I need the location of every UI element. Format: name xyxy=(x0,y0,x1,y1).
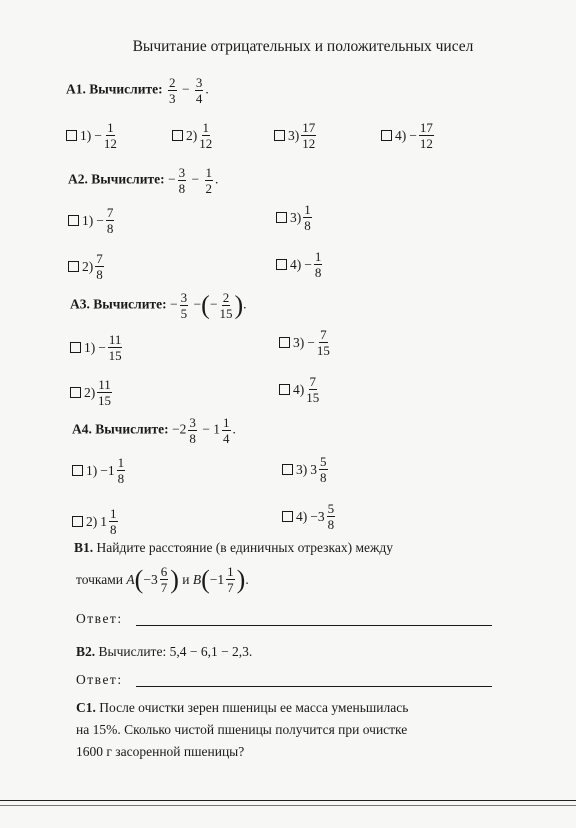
question-label: В2. xyxy=(76,644,96,659)
question-label: А1. xyxy=(66,81,86,97)
question-label: В1. xyxy=(74,540,94,555)
checkbox[interactable] xyxy=(276,212,287,223)
option-a2-4[interactable]: 4) − $\frac{1}{8}$ xyxy=(276,250,324,279)
question-a4: А4. Вычислите: −2 $\frac{3}{8}$ − 1 $\frac{1}{4}$ . xyxy=(72,415,236,446)
checkbox[interactable] xyxy=(70,342,81,353)
option-a1-4[interactable]: 4) − $\frac{17}{12}$ xyxy=(381,121,436,150)
checkbox[interactable] xyxy=(72,516,83,527)
option-a3-2[interactable]: 2) $\frac{11}{15}$ xyxy=(70,378,114,407)
checkbox[interactable] xyxy=(172,130,183,141)
checkbox[interactable] xyxy=(282,464,293,475)
operator: − xyxy=(181,81,190,97)
question-b1-points: точками A ( −3 $\frac{6}{7}$ ) и B ( −1 $\frac{1}{7}$ ) . xyxy=(76,564,249,595)
option-a4-4[interactable]: 4) −3 $\frac{5}{8}$ xyxy=(282,502,337,531)
option-a4-3[interactable]: 3) 3 $\frac{5}{8}$ xyxy=(282,455,330,484)
option-a1-3[interactable]: 3) $\frac{17}{12}$ xyxy=(274,121,318,150)
checkbox[interactable] xyxy=(72,465,83,476)
checkbox[interactable] xyxy=(274,130,285,141)
question-c1: С1. После очистки зерен пшеницы ее масса уменьшилась на 15%. Сколько чистой пшеницы получится при очистке 1600 г засоренной пшеницы? xyxy=(76,700,409,759)
checkbox[interactable] xyxy=(66,130,77,141)
checkbox[interactable] xyxy=(282,511,293,522)
answer-line-b1[interactable] xyxy=(136,624,492,626)
checkbox[interactable] xyxy=(276,259,287,270)
question-text: Найдите расстояние (в единичных отрезках) между xyxy=(96,540,393,555)
option-a4-2[interactable]: 2) 1 $\frac{1}{8}$ xyxy=(72,507,120,536)
checkbox[interactable] xyxy=(68,261,79,272)
divider xyxy=(0,800,576,801)
question-text: Вычислите: xyxy=(93,296,167,312)
question-text: Вычислите: 5,4 − 6,1 − 2,3. xyxy=(98,644,253,659)
checkbox[interactable] xyxy=(279,384,290,395)
option-a4-1[interactable]: 1) −1 $\frac{1}{8}$ xyxy=(72,456,127,485)
question-text: Вычислите: xyxy=(89,81,163,97)
question-a1: А1. Вычислите: $\frac{2}{3}$ − $\frac{3}{4}$ . xyxy=(66,75,209,106)
checkbox[interactable] xyxy=(381,130,392,141)
option-a1-2[interactable]: 2) $\frac{1}{12}$ xyxy=(172,121,214,150)
question-a3: А3. Вычислите: − $\frac{3}{5}$ −(− $\frac{2}{15}$ ). xyxy=(70,290,247,321)
question-b2 xyxy=(76,644,252,660)
option-a2-3[interactable]: 3) $\frac{1}{8}$ xyxy=(276,203,314,232)
question-label: А4. xyxy=(72,421,92,437)
answer-line-b2[interactable] xyxy=(136,685,492,687)
question-b1 xyxy=(74,537,393,559)
option-a1-1[interactable]: 1) − $\frac{1}{12}$ xyxy=(66,121,119,150)
option-a3-4[interactable]: 4) $\frac{7}{15}$ xyxy=(279,375,321,404)
question-text: Вычислите: xyxy=(91,171,165,187)
checkbox[interactable] xyxy=(68,215,79,226)
question-label: А2. xyxy=(68,171,88,187)
option-a2-2[interactable]: 2) $\frac{7}{8}$ xyxy=(68,252,106,281)
fraction: $\frac{2}{3}$ xyxy=(169,75,176,106)
page-title: Вычитание отрицательных и положительных чисел xyxy=(132,38,474,55)
checkbox[interactable] xyxy=(279,337,290,348)
divider xyxy=(0,805,576,806)
answer-label: Ответ: xyxy=(76,611,123,626)
option-a3-3[interactable]: 3) − $\frac{7}{15}$ xyxy=(279,328,332,357)
question-label: С1. xyxy=(76,700,96,715)
answer-label: Ответ: xyxy=(76,672,123,687)
fraction: $\frac{3}{4}$ xyxy=(195,75,203,106)
option-a3-1[interactable]: 1) − $\frac{11}{15}$ xyxy=(70,333,124,362)
question-label: А3. xyxy=(70,296,90,312)
question-a2: А2. Вычислите: − $\frac{3}{8}$ − $\frac{1}{2}$ . xyxy=(68,165,219,196)
checkbox[interactable] xyxy=(70,387,81,398)
question-text: Вычислите: xyxy=(95,421,169,437)
option-a2-1[interactable]: 1) − $\frac{7}{8}$ xyxy=(68,206,116,235)
